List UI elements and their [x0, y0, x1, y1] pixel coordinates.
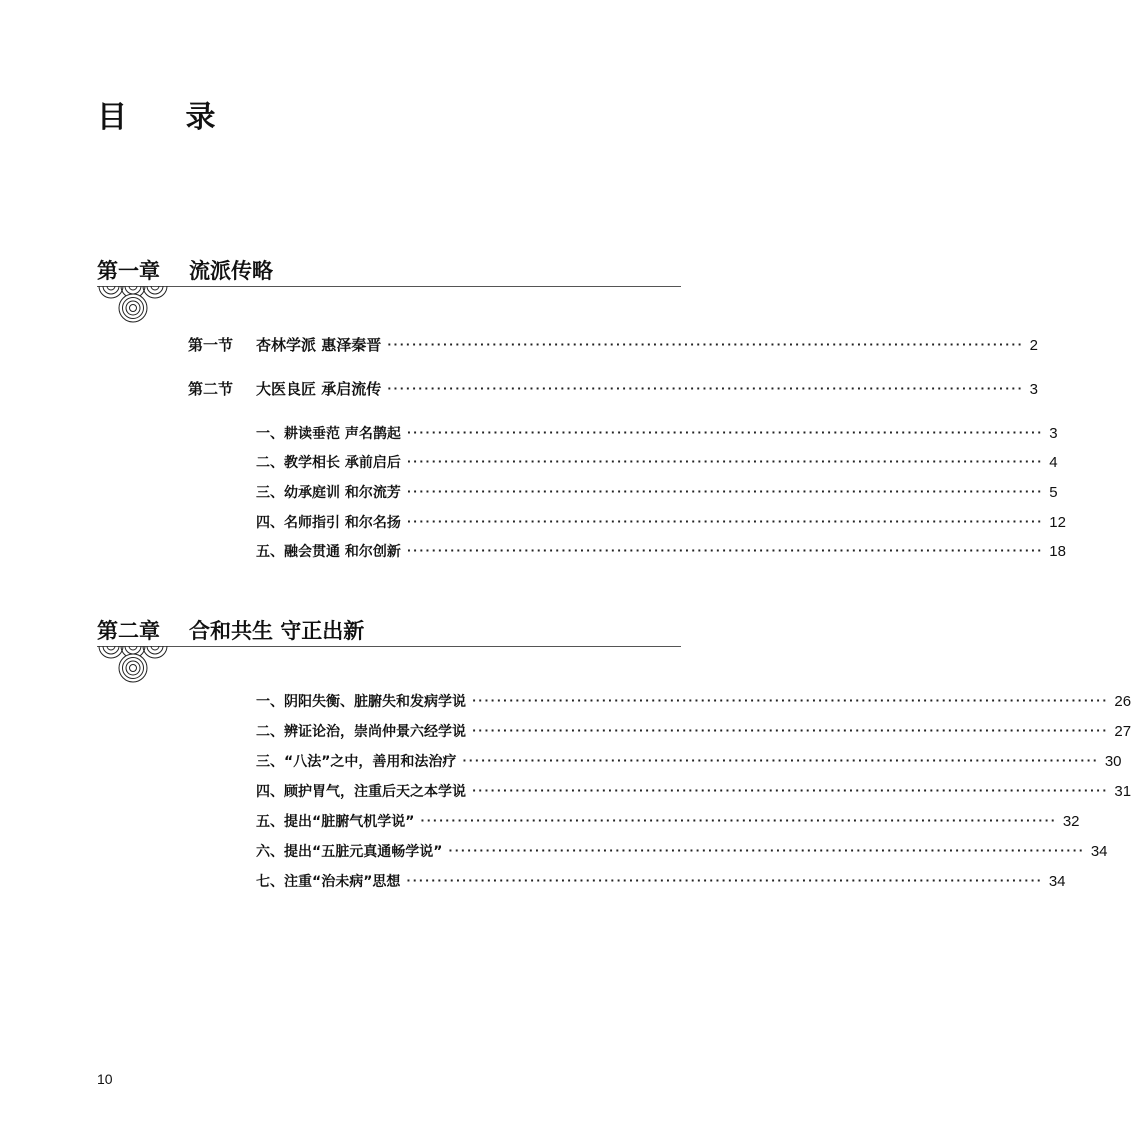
- chapter-heading: [97, 256, 681, 286]
- dot-leader: ·······································································································: [462, 754, 1099, 767]
- dot-leader: ·······································································································: [420, 814, 1057, 827]
- entry-title: 五、融会贯通 和尔创新: [256, 544, 401, 560]
- dot-leader: ·······································································································: [406, 455, 1044, 468]
- entry-title: 一、阴阳失衡、脏腑失和发病学说: [256, 694, 466, 710]
- entry-title: 二、辨证论治，崇尚仲景六经学说: [256, 724, 466, 740]
- chapter-label: 第二章: [97, 619, 160, 643]
- section-label: 第一节: [188, 336, 234, 354]
- entry-title: 七、注重“治未病”思想: [256, 874, 401, 890]
- toc-entry[interactable]: [256, 811, 1080, 831]
- page-ref: 18: [1049, 543, 1066, 560]
- page-ref: 32: [1062, 813, 1080, 830]
- page-ref: 34: [1048, 873, 1066, 890]
- entry-title: 三、幼承庭训 和尔流芳: [256, 485, 401, 501]
- page-ref: 3: [1029, 381, 1038, 398]
- entry-title: 五、提出“脏腑气机学说”: [256, 814, 415, 830]
- page-ref: 2: [1029, 337, 1038, 354]
- section-label: 第二节: [188, 380, 234, 398]
- wave-ornament-icon: [97, 286, 169, 328]
- page-title: 目 录: [97, 100, 240, 135]
- toc-section-entry[interactable]: [188, 334, 1038, 355]
- dot-leader: ·······································································································: [387, 382, 1024, 395]
- chapter-label: 第一章: [97, 259, 160, 283]
- toc-entry[interactable]: [256, 482, 1058, 502]
- dot-leader: ·······································································································: [472, 694, 1109, 707]
- dot-leader: ·······································································································: [406, 515, 1044, 528]
- page-ref: 26: [1114, 693, 1131, 710]
- section-title: 大医良匠 承启流传: [256, 380, 382, 398]
- dot-leader: ·······································································································: [406, 874, 1043, 887]
- page-ref: 31: [1114, 783, 1131, 800]
- dot-leader: ·······································································································: [472, 724, 1109, 737]
- dot-leader: ·······································································································: [387, 338, 1024, 351]
- toc-entry[interactable]: [256, 721, 1131, 741]
- chapter-1: [97, 256, 681, 286]
- dot-leader: ·······································································································: [406, 544, 1044, 557]
- dot-leader: ·······································································································: [406, 426, 1044, 439]
- entry-title: 一、耕读垂范 声名鹊起: [256, 426, 401, 442]
- chapter-rule: [97, 646, 681, 647]
- toc-section-entry[interactable]: [188, 378, 1038, 399]
- wave-ornament-icon: [97, 646, 169, 688]
- chapter-heading: [97, 616, 681, 646]
- dot-leader: ·······································································································: [472, 784, 1109, 797]
- toc-entry[interactable]: [256, 841, 1108, 861]
- chapter-title: 流派传略: [189, 259, 273, 283]
- page-ref: 5: [1049, 484, 1058, 501]
- page-ref: 3: [1049, 425, 1058, 442]
- chapter-title: 合和共生 守正出新: [189, 619, 365, 643]
- entry-title: 四、顾护胃气，注重后天之本学说: [256, 784, 466, 800]
- dot-leader: ·······································································································: [406, 485, 1044, 498]
- toc-entry[interactable]: [256, 423, 1058, 443]
- toc-entry[interactable]: [256, 691, 1131, 711]
- entry-title: 六、提出“五脏元真通畅学说”: [256, 844, 443, 860]
- page-number: 10: [97, 1071, 113, 1087]
- toc-entry[interactable]: [256, 871, 1066, 891]
- page-ref: 34: [1090, 843, 1108, 860]
- entry-title: 四、名师指引 和尔名扬: [256, 515, 401, 531]
- chapter-2: [97, 616, 681, 646]
- page-ref: 27: [1114, 723, 1131, 740]
- toc-entry[interactable]: [256, 751, 1122, 771]
- page-ref: 4: [1049, 454, 1058, 471]
- section-title: 杏林学派 惠泽秦晋: [256, 336, 382, 354]
- page-ref: 12: [1049, 514, 1066, 531]
- toc-entry[interactable]: [256, 452, 1058, 472]
- page-ref: 30: [1104, 753, 1122, 770]
- toc-entry[interactable]: [256, 541, 1066, 561]
- chapter-rule: [97, 286, 681, 287]
- toc-entry[interactable]: [256, 512, 1066, 532]
- dot-leader: ·······································································································: [448, 844, 1085, 857]
- toc-entry[interactable]: [256, 781, 1131, 801]
- entry-title: 三、“八法”之中，善用和法治疗: [256, 754, 457, 770]
- entry-title: 二、教学相长 承前启后: [256, 455, 401, 471]
